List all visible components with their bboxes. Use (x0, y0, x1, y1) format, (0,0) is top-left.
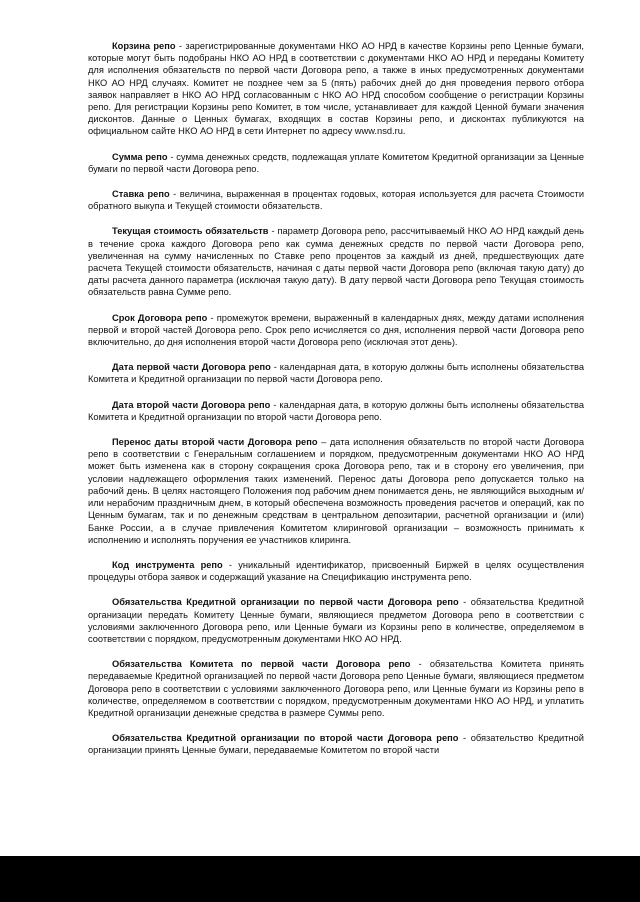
definition-term: Перенос даты второй части Договора репо (112, 437, 318, 448)
definition-term: Дата первой части Договора репо (112, 362, 271, 373)
definition-text: – дата исполнения обязательств по второй части Договора репо в соответствии с Генеральным соглашением и порядком, предусмотренным документами НКО АО НРД может быть изменена как в сторону сокращения срока Договора репо, так и в сторону его увеличения, при условии надлежащего оформления таких изменений. Перенос даты Договора репо допускается только на рабочий день. В целях настоящего Положения под рабочим днем понимается день, не являющийся выходным и/или нерабочим праздничным днем, в который обеспечена возможность проведения расчетов и операций, как по Ценным бумагам, так и по денежным средствам в центральном депозитарии, расчетной организации и (или) Банке России, а в случае привлечения Комитетом клиринговой организации – возможность принимать к исполнению и исполнять поручения ее участников клиринга. (88, 437, 584, 545)
definition-text: - промежуток времени, выраженный в календарных днях, между датами исполнения первой и второй частей Договора репо. Срок репо исчисляется со дня, исполнения первой части Договора репо включительно, до дня исполнения второй части Договора репо (исключая этот день). (88, 312, 584, 348)
definition-term: Сумма репо (112, 151, 168, 162)
definition-credit-org-second-leg-obligations (88, 732, 584, 756)
definition-term: Текущая стоимость обязательств (112, 226, 269, 237)
definition-text: - календарная дата, в которую должны быть исполнены обязательства Комитета и Кредитной организации по второй части Договора репо. (88, 399, 584, 422)
definition-repo-amount (88, 151, 584, 175)
definition-term: Обязательства Комитета по первой части Договора репо (112, 659, 411, 670)
scan-edge-bar (0, 856, 640, 902)
definition-instrument-code (88, 559, 584, 583)
definition-current-obligation-value (88, 225, 584, 298)
definition-credit-org-first-leg-obligations (88, 596, 584, 645)
definition-repo-rate (88, 188, 584, 212)
definition-text: - зарегистрированные документами НКО АО НРД в качестве Корзины репо Ценные бумаги, которые могут быть подобраны НКО АО НРД в соответствии с документами НКО АО НРД и переданы Комитету для исполнения обязательств по первой части Договора репо, а также в иных предусмотренных документами НКО АО НРД случаях. Комитет не позднее чем за 5 (пять) рабочих дней до дня проведения первого отбора заявок направляет в НКО АО НРД согласованным с НКО АО НРД способом сообщение о регистрации Корзины репо. Для регистрации Корзины репо Комитет, в том числе, устанавливает для каждой Ценной бумаги значения дисконтов. Данные о Ценных бумагах, входящих в состав Корзины репо, и дисконтах публикуются на официальном сайте НКО АО НРД в сети Интернет по адресу www.nsd.ru. (88, 41, 584, 137)
definition-text: - календарная дата, в которую должны быть исполнены обязательства Комитета и Кредитной организации по первой части Договора репо. (88, 362, 584, 385)
definition-second-leg-date-transfer (88, 436, 584, 546)
definition-text: - обязательства Кредитной организации передать Комитету Ценные бумаги, являющиеся предметом Договора репо в соответствии с условиями заключенного Договора репо, или Ценные бумаги из Корзины репо в количестве, определяемом в соответствии с порядком, предусмотренным документами НКО АО НРД. (88, 597, 584, 644)
definition-term: Корзина репо (112, 41, 176, 51)
definition-term: Обязательства Кредитной организации по второй части Договора репо (112, 733, 459, 744)
definition-text: - уникальный идентификатор, присвоенный Биржей в целях осуществления процедуры отбора заявок и содержащий указание на Спецификацию инструмента репо. (88, 559, 584, 583)
definition-term: Срок Договора репо (112, 312, 208, 323)
definition-text: - обязательство Кредитной организации принять Ценные бумаги, передаваемые Комитетом по второй части (88, 733, 584, 756)
definition-text: - сумма денежных средств, подлежащая уплате Комитетом Кредитной организации за Ценные бумаги по первой части Договора репо. (88, 151, 584, 174)
document-page (88, 40, 584, 850)
definition-committee-first-leg-obligations (88, 658, 584, 719)
definition-second-leg-date (88, 399, 584, 423)
definition-text: - обязательства Комитета принять передаваемые Кредитной организацией по первой части Договора репо Ценные бумаги, являющиеся предметом Договора репо в соответствии с условиями заключенного Договора репо, или Ценные бумаги из Корзины репо в количестве, определяемом в соответствии с порядком, предусмотренным документами НКО АО НРД, и уплатить Кредитной организации денежные средства в размере Суммы репо. (88, 659, 584, 718)
definition-text: - параметр Договора репо, рассчитываемый НКО АО НРД каждый день в течение срока каждого Договора репо как сумма денежных средств по первой части Договора репо, увеличенная на сумму начисленных по Ставке репо процентов за каждый из дней, предшествующих дате расчета Текущей стоимости обязательств, начиная с даты первой части Договора репо (включая такую дату) до даты расчета данного параметра (исключая такую дату). В дату первой части Договора репо Текущая стоимость обязательств равна Сумме репо. (88, 226, 584, 298)
definition-term: Код инструмента репо (112, 559, 223, 570)
definition-basket-repo (88, 40, 584, 138)
definition-term: Дата второй части Договора репо (112, 399, 271, 410)
definition-text: - величина, выраженная в процентах годовых, которая используется для расчета Стоимости обратного выкупа и Текущей стоимости обязательств. (88, 189, 584, 212)
definition-repo-term (88, 312, 584, 349)
definition-term: Ставка репо (112, 189, 170, 200)
definition-first-leg-date (88, 361, 584, 385)
definition-term: Обязательства Кредитной организации по первой части Договора репо (112, 597, 459, 608)
